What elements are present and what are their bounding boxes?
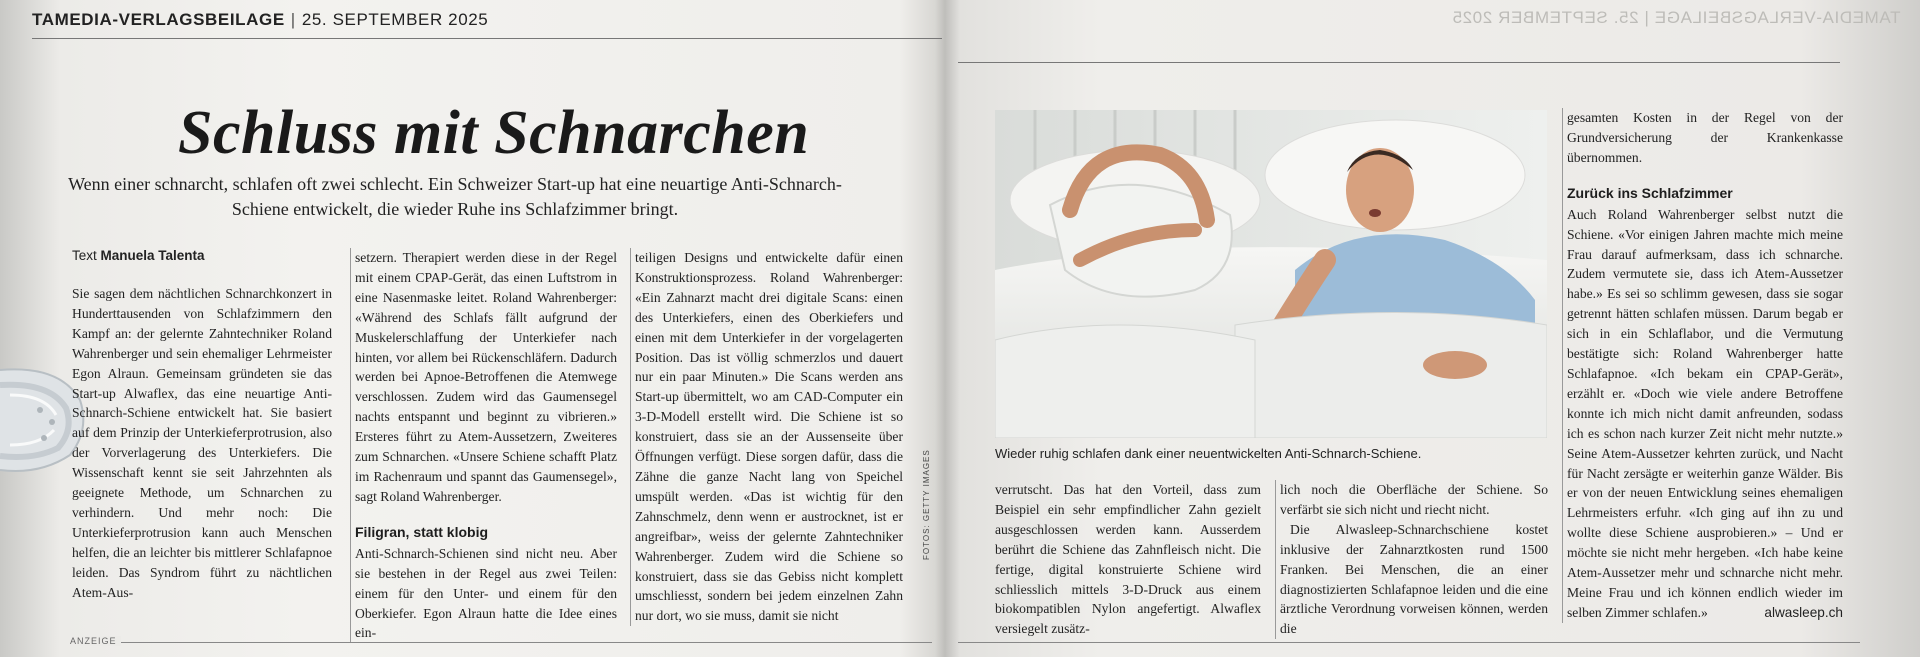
article-column-4 bbox=[995, 480, 1261, 639]
paragraph: Anti-Schnarch-Schienen sind nicht neu. Aber sie bestehen in der Regel aus zwei Teilen: einem für den Unter- und einem für den Oberkiefer. Egon Alraun hatte die Idee eines ein- bbox=[355, 545, 617, 641]
paragraph: setzern. Therapiert werden diese in der Regel mit einem CPAP-Gerät, das einen Luftstrom in eine Nasenmaske leitet. Roland Wahrenberger: «Während des Schlafs fällt aufgrund der Muskelerschlaffung der Unterkiefer nach hinten, vor allem bei Rückenschläfern. Dadurch werden bei Apnoe-Betroffenen die Atemwege verschlossen. Zudem wird das Gaumensegel nachts entspannt und beginnt zu vibrieren.» Ersteres führt zu Atem-Aussetzern, Zweiteres zum Schnarchen. «Unsere Schiene schafft Platz im Rachenraum und spannt das Gaumensegel», sagt Roland Wahrenberger. bbox=[355, 250, 617, 504]
sleeping-couple-image bbox=[995, 110, 1547, 438]
author-name: Manuela Talenta bbox=[100, 248, 205, 263]
photo-credit: FOTOS: GETTY IMAGES bbox=[922, 449, 931, 560]
paragraph: Sie sagen dem nächtlichen Schnarchkonzert in Hunderttausenden von Schlafzimmern den Kampf an: der gelernte Zahntechniker Roland Wahrenberger und sein ehemaliger Lehrmeister Egon Alraun. Gemeinsam gründeten sie das Start-up Alwaflex, das eine neuartige Anti-Schnarch-Schiene entwickelt hat. Sie basiert auf dem Prinzip der Unterkieferprotrusion, also der Vorverlagerung des Unterkiefers. Die Wissenschaft kennt sie seit Jahrzehnten als geeignete Methode, um Schnarchen zu verhindern. Und mehr noch: Die Unterkieferprotrusion kann auch Menschen helfen, die an leichter bis mittlerer Schlafapnoe leiden. Das Syndrom führt zu nächtlichen Atem-Aus- bbox=[72, 286, 332, 600]
header-rule-right bbox=[958, 62, 1840, 63]
paragraph: teiligen Designs und entwickelte dafür einen Konstruktionsprozess. Roland Wahrenberger: «Ein Zahnarzt macht drei digitale Scans: einen des Unterkiefers, einen des Oberkiefers und einen mit dem Unterkiefer in der vorgelagerten Position. Das ist völlig schmerzlos und dauert nur ein paar Minuten.» Die Scans werden ans Start-up übermittelt, wo am CAD-Computer ein 3-D-Modell erstellt wird. Die Schiene ist so konstruiert, dass sie an der Aussenseite über Öffnungen verfügt. Diese sorgen dafür, dass die Zähne die ganze Nacht lang von Speichel umspült werden. «Das ist wichtig für den Zahnschmelz, denn wenn er austrocknet, ist er angreifbar», weiss der gelernte Zahntechniker Wahrenberger. Zudem wird die Schiene so konstruiert, dass sie das Gebiss nicht komplett umschliesst, sondern bei jedem einzelnen Zahn nur dort, wo sie muss, damit sie nicht bbox=[635, 250, 903, 624]
page-header: TAMEDIA-VERLAGSBEILAGE | 25. SEPTEMBER 2025 bbox=[32, 10, 489, 29]
article-column-6 bbox=[1562, 108, 1843, 623]
article-photo bbox=[995, 110, 1547, 438]
publication-name: TAMEDIA-VERLAGSBEILAGE bbox=[32, 10, 285, 29]
footer-rule-right bbox=[958, 642, 1860, 643]
article-column-5 bbox=[1275, 480, 1548, 639]
ad-label: ANZEIGE bbox=[70, 636, 121, 646]
paragraph: Die Alwasleep-Schnarchschiene kostet inklusive der Zahnarztkosten rund 1500 Franken. Bei Menschen, die an einer diagnostizierten Schlafapnoe leiden und die eine ärztliche Verordnung vorweisen können, werden die bbox=[1280, 521, 1548, 637]
byline-prefix: Text bbox=[72, 248, 97, 263]
website-link[interactable]: alwasleep.ch bbox=[1764, 604, 1843, 620]
photo-caption: Wieder ruhig schlafen dank einer neuentwickelten Anti-Schnarch-Schiene. bbox=[995, 446, 1422, 461]
paragraph: verrutscht. Das hat den Vorteil, dass zum Beispiel ein sehr empfindlicher Zahn gezielt ausgeschlossen werden kann. Ausserdem berührt die Schiene das Zahnfleisch nicht. Die fertige, digital konstruierte Schiene wird schliesslich mittels 3-D-Druck aus einem biokompatiblen Nylon angefertigt. Alwaflex versiegelt zusätz- bbox=[995, 482, 1261, 637]
section-heading: Filigran, statt klobig bbox=[355, 523, 489, 540]
bleed-through-header: TAMEDIA-VERLAGSBEILAGE | 25. SEPTEMBER 2025 bbox=[1451, 8, 1900, 27]
paragraph: Auch Roland Wahrenberger selbst nutzt die Schiene. «Vor einigen Jahren machte mich meine Frau darauf aufmerksam, dass ich schnarche. Zudem vermutete sie, dass ich Atem-Aussetzer habe.» Es sei so schlimm gewesen, dass sie sogar getrennt hätten schlafen müssen. Darum begab er sich in ein Schlaflabor, und die Vermutung bestätigte sich: Roland Wahrenberger hatte Schlafapnoe. «Ich bekam ein CPAP-Gerät», erzählt er. «Doch wie viele andere Betroffene konnte ich mich nicht damit anfreunden, sodass ich es schon nach kurzer Zeit nicht mehr nutzte.» Seine Atem-Aussetzer kehrten zurück, und Nacht für Nacht zersägte er weiterhin ganze Wälder. Bis er von der neuen Entwicklung seines ehemaligen Lehrmeisters erfuhr. «Ich ging auf ihn zu und wollte diese Schiene ausprobieren.» – Und er möchte sie nicht mehr hergeben. «Ich habe keine Atem-Aussetzer mehr und schnarche nicht mehr. Meine Frau und ich können endlich wieder im selben Zimmer schlafen.» alwasleep.ch bbox=[1567, 205, 1843, 623]
paragraph: gesamten Kosten in der Regel von der Grundversicherung der Krankenkasse übernommen. bbox=[1567, 110, 1843, 165]
article-lead: Wenn einer schnarcht, schlafen oft zwei schlecht. Ein Schweizer Start-up hat eine neuartige Anti-Schnarch-Schiene entwickelt, die wieder Ruhe ins Schlafzimmer bringt. bbox=[68, 174, 842, 219]
paragraph: lich noch die Oberfläche der Schiene. So verfärbt sie sich nicht und riecht nicht. bbox=[1280, 482, 1548, 517]
article-title: Schluss mit Schnarchen bbox=[178, 99, 810, 167]
section-heading: Zurück ins Schlafzimmer bbox=[1567, 184, 1733, 201]
issue-date: 25. SEPTEMBER 2025 bbox=[301, 10, 489, 29]
